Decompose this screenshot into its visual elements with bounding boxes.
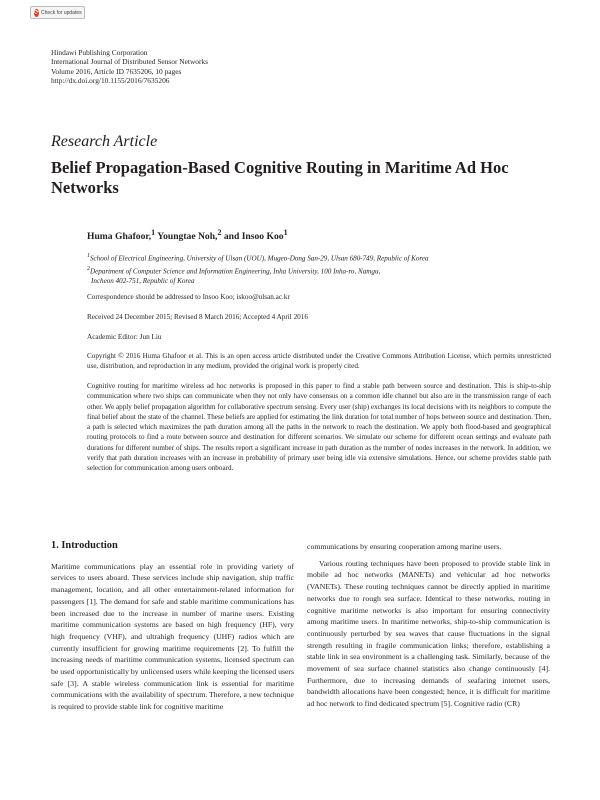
history-dates: Received 24 December 2015; Revised 8 March 2016; Accepted 4 April 2016: [87, 313, 308, 321]
doi-link[interactable]: http://dx.doi.org/10.1155/2016/7635206: [51, 75, 170, 85]
author-1: Huma Ghafoor,: [87, 231, 152, 243]
copyright-notice: Copyright © 2016 Huma Ghafoor et al. This is an open access article distributed under the Creative Commons Attribution License, which permits unrestricted use, distribution, and reproduction in any medium, provided the original work is properly cited.: [87, 352, 551, 371]
affiliation-2: [87, 264, 567, 277]
correspondence: Correspondence should be addressed to Insoo Koo; iskoo@ulsan.ac.kr: [87, 293, 290, 301]
intro-paragraph-1: Maritime communications play an essential role in providing variety of services to users aboard. These services include ship navigation, ship traffic management, location, and all other entertainment-related information for passengers [1]. The demand for safe and stable maritime communications has been increased due to the increase in number of marine users. Existing maritime communication systems are based on high frequency (HF), very high frequency (VHF), and ultrahigh frequency (UHF) radios which are currently insufficient for growing maritime requirements [2]. To fulfill the increasing needs of maritime communication systems, licensed spectrum can be used opportunistically by unlicensed users while keeping the licensed users safe [3]. A stable wireless communication link is essential for maritime communications with the availability of spectrum. Therefore, a new technique is required to provide stable link for cognitive maritime: [51, 561, 294, 712]
affiliation-1-mark: 1: [87, 253, 90, 259]
refresh-icon: ⟳: [34, 8, 40, 16]
intro-paragraph-2: Various routing techniques have been proposed to provide stable link in mobile ad hoc networks (MANETs) and vehicular ad hoc networks (VANETs). These routing techniques cannot be directly applied in maritime networks due to rough sea surface. Identical to these networks, routing in cognitive maritime networks is also important for ensuring connectivity among maritime users. In maritime networks, ship-to-ship communication is continuously perturbed by sea waves that cause fluctuations in the signal strength resulting in fragile communication links; therefore, establishing a stable link in sea environment is a challenging task. Similarly, because of the movement of sea surface channel statistics also change continuously [4]. Furthermore, due to increasing demands of seafaring internet users, bandwidth allocations have been congested; hence, it is difficult for maritime ad hoc network to find dedicated spectrum [5]. Cognitive radio (CR): [307, 558, 550, 709]
check-for-updates-badge[interactable]: [30, 6, 85, 19]
abstract: Cognitive routing for maritime wireless ad hoc networks is proposed in this paper to find a stable path between source and destination. This is ship-to-ship communication where two ships can communicate when they not only have consensus on a common idle channel but also are in the transmission range of each other. We apply belief propagation algorithm for collaborative spectrum sensing. Every user (ship) exchanges its local decisions with its neighbors to compute the final belief about the state of the channel. These beliefs are applied for estimating the link duration for total number of hops between source and destination. Then, a path is selected which maximizes the path duration among all the paths in the network to reach the destination. We apply both flood-based and geographical routing protocols to find a route between source and destination for different scenarios. We simulate our scheme for different ocean settings and evaluate path durations for different number of ships. The results report a significant increase in path duration as the number of nodes increases in the network. In addition, we verify that path duration increases with an increase in probability of primary user being idle via extensive simulations. Hence, our scheme provides stable path selection for communication among users onboard.: [87, 382, 551, 473]
paper-title: Belief Propagation-Based Cognitive Routing in Maritime Ad Hoc Networks: [51, 158, 509, 197]
volume-info: Volume 2016, Article ID 7635206, 10 pages: [51, 66, 182, 76]
left-column: [51, 540, 294, 713]
badge-label: Check for updates: [41, 9, 82, 16]
right-column: [307, 541, 550, 710]
section-heading-introduction: 1. Introduction: [51, 540, 118, 551]
journal-name: International Journal of Distributed Sensor Networks: [51, 57, 209, 67]
author-list: [87, 228, 288, 242]
affiliation-2-text: Department of Computer Science and Information Engineering, Inha University, 100 Inha-ro, Namgu,: [89, 267, 381, 276]
author-3: and Insoo Koo: [221, 231, 284, 243]
publisher: Hindawi Publishing Corporation: [51, 48, 148, 57]
author-2: Youngtae Noh,: [155, 231, 218, 243]
affiliation-1-text: School of Electrical Engineering, University of Ulsan (UOU), Mugeo-Dong San-29, Ulsan 680-749, Republic of Korea: [89, 254, 429, 263]
academic-editor: Academic Editor: Jun Liu: [87, 333, 162, 341]
affiliation-1: [87, 251, 567, 264]
author-3-affil-mark: 1: [283, 228, 288, 237]
article-type: Research Article: [51, 133, 158, 150]
author-1-affil-mark: 1: [151, 228, 156, 237]
intro-paragraph-1-continued: communications by ensuring cooperation among marine users.: [307, 542, 502, 551]
journal-info: [51, 48, 208, 85]
affiliation-2-mark: 2: [87, 265, 90, 272]
author-2-affil-mark: 2: [217, 228, 222, 237]
affiliations: [87, 251, 567, 287]
affiliation-2-continued: Incheon 402-751, Republic of Korea: [91, 277, 195, 286]
